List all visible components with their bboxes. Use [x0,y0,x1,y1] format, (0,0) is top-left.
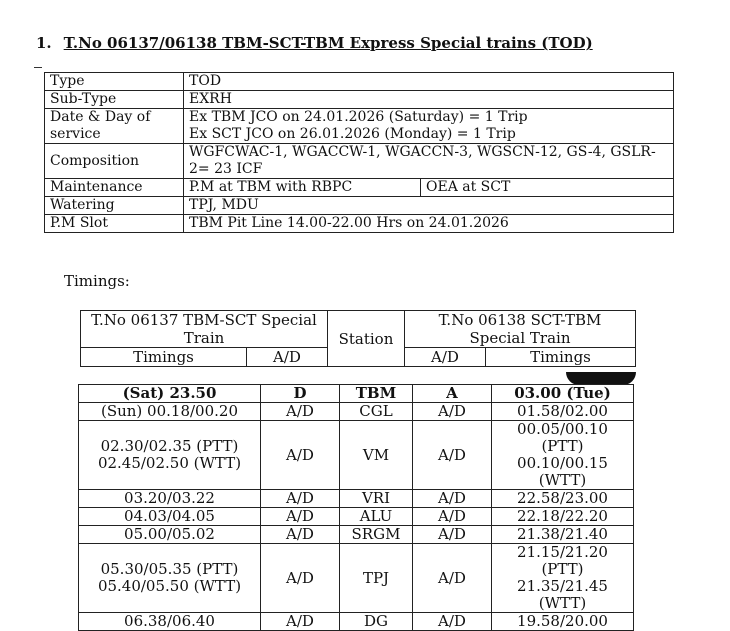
departure-time: 03.20/03.22 [124,489,215,507]
info-row-pmslot [45,215,674,233]
inbound-ad-cell [413,403,492,421]
outbound-ad: A/D [286,489,314,507]
left-train-title: T.No 06137 TBM-SCT Special Train [81,311,328,348]
outbound-ad-cell [261,421,340,490]
maintenance-value-1: P.M at TBM with RBPC [184,179,421,197]
departure-time-cell [79,490,261,508]
outbound-ad-cell [261,613,340,631]
inbound-ad-cell [413,421,492,490]
station-code: VM [362,445,390,464]
arrival-time-alt: 21.35/21.45 (WTT) [517,577,608,612]
subtype-value: EXRH [184,91,674,109]
section-title: T.No 06137/06138 TBM-SCT-TBM Express Special trains (TOD) [63,34,593,52]
composition-value: WGFCWAC-1, WGACCW-1, WGACCN-3, WGSCN-12, GS-4, GSLR-2= 23 ICF [184,144,674,179]
inbound-ad: A/D [438,489,466,507]
schedule-row [79,421,634,490]
section-heading [36,34,593,52]
departure-time-cell [79,508,261,526]
station-code-cell [340,508,413,526]
station-code-cell [340,385,413,403]
station-code: CGL [359,402,393,420]
arrival-time-cell [492,421,634,490]
station-code-cell [340,490,413,508]
date-label: Date & Day of service [45,109,184,144]
station-code: TPJ [362,568,390,587]
maintenance-label: Maintenance [45,179,184,197]
divider-mark [34,67,42,68]
schedule-row [79,544,634,613]
right-timings-header: Timings [486,348,636,367]
arrival-time-cell [492,526,634,544]
outbound-ad: D [293,384,307,402]
outbound-ad: A/D [286,445,314,464]
schedule-row [79,385,634,403]
arrival-time-cell [492,508,634,526]
info-row-subtype [45,91,674,109]
inbound-ad: A/D [438,568,466,587]
inbound-ad-cell [413,508,492,526]
arrival-time: 19.58/20.00 [517,612,608,630]
arrival-time: 21.38/21.40 [517,525,608,543]
arrival-time: 21.15/21.20 (PTT) [517,543,608,578]
right-ad-header: A/D [405,348,486,367]
arrival-time: 22.18/22.20 [517,507,608,525]
info-row-composition [45,144,674,179]
inbound-ad: A/D [438,402,466,420]
outbound-ad: A/D [286,507,314,525]
info-row-date [45,109,674,144]
outbound-ad-cell [261,403,340,421]
station-code-cell [340,613,413,631]
left-ad-header: A/D [247,348,328,367]
inbound-ad: A/D [438,525,466,543]
departure-time: 06.38/06.40 [124,612,215,630]
departure-time: (Sun) 00.18/00.20 [100,402,238,420]
type-value: TOD [184,73,674,91]
outbound-ad-cell [261,508,340,526]
arrival-time-cell [492,385,634,403]
timings-header-table [80,310,636,367]
departure-time-cell [79,385,261,403]
date-value-line-1: Ex TBM JCO on 24.01.2026 (Saturday) = 1 Trip [189,109,528,125]
inbound-ad-cell [413,385,492,403]
departure-time-cell [79,421,261,490]
inbound-ad: A/D [438,507,466,525]
outbound-ad-cell [261,544,340,613]
outbound-ad: A/D [286,568,314,587]
departure-time-alt: 05.40/05.50 (WTT) [97,577,242,595]
pmslot-value: TBM Pit Line 14.00-22.00 Hrs on 24.01.2026 [184,215,674,233]
schedule-row [79,490,634,508]
arrival-time-cell [492,613,634,631]
schedule-row [79,403,634,421]
outbound-ad-cell [261,526,340,544]
info-row-maintenance [45,179,674,197]
outbound-ad: A/D [286,612,314,630]
station-code-cell [340,403,413,421]
outbound-ad-cell [261,385,340,403]
right-train-title: T.No 06138 SCT-TBM Special Train [405,311,636,348]
outbound-ad: A/D [286,525,314,543]
station-header: Station [328,311,405,367]
date-value [184,109,674,144]
arrival-time: 00.05/00.10 (PTT) [517,420,608,455]
schedule-body [79,385,634,631]
departure-time-alt: 02.45/02.50 (WTT) [97,454,242,472]
station-code: ALU [359,507,393,525]
train-info-table [44,72,674,233]
station-code-cell [340,544,413,613]
inbound-ad-cell [413,490,492,508]
arrival-time: 01.58/02.00 [517,402,608,420]
maintenance-value-2: OEA at SCT [421,179,674,197]
info-row-watering [45,197,674,215]
station-code-cell [340,526,413,544]
arrival-time: 22.58/23.00 [517,489,608,507]
timings-label: Timings: [64,272,130,290]
arrival-time: 03.00 (Tue) [514,384,611,402]
watering-label: Watering [45,197,184,215]
departure-time: 04.03/04.05 [124,507,215,525]
inbound-ad-cell [413,526,492,544]
header-row-titles [81,311,636,348]
station-code-cell [340,421,413,490]
info-row-type [45,73,674,91]
inbound-ad: A [446,384,458,402]
station-code: TBM [355,384,397,402]
inbound-ad: A/D [438,612,466,630]
station-code: SRGM [351,525,401,543]
station-code: VRI [361,489,391,507]
departure-time: (Sat) 23.50 [122,384,217,402]
schedule-row [79,613,634,631]
station-code: DG [363,612,388,630]
left-timings-header: Timings [81,348,247,367]
departure-time-cell [79,544,261,613]
pmslot-label: P.M Slot [45,215,184,233]
schedule-table [78,384,634,631]
inbound-ad-cell [413,544,492,613]
departure-time-cell [79,403,261,421]
inbound-ad: A/D [438,445,466,464]
schedule-row [79,526,634,544]
inbound-ad-cell [413,613,492,631]
departure-time: 05.30/05.35 (PTT) [100,560,239,578]
outbound-ad: A/D [286,402,314,420]
arrival-time-cell [492,490,634,508]
arrival-time-cell [492,403,634,421]
type-label: Type [45,73,184,91]
arrival-time-cell [492,544,634,613]
date-value-line-2: Ex SCT JCO on 26.01.2026 (Monday) = 1 Trip [189,126,516,142]
composition-label: Composition [45,144,184,179]
departure-time-cell [79,613,261,631]
outbound-ad-cell [261,490,340,508]
section-number: 1. [36,34,52,52]
departure-time-cell [79,526,261,544]
schedule-row [79,508,634,526]
arrival-time-alt: 00.10/00.15 (WTT) [517,454,608,489]
subtype-label: Sub-Type [45,91,184,109]
watering-value: TPJ, MDU [184,197,674,215]
departure-time: 05.00/05.02 [124,525,215,543]
departure-time: 02.30/02.35 (PTT) [100,437,239,455]
